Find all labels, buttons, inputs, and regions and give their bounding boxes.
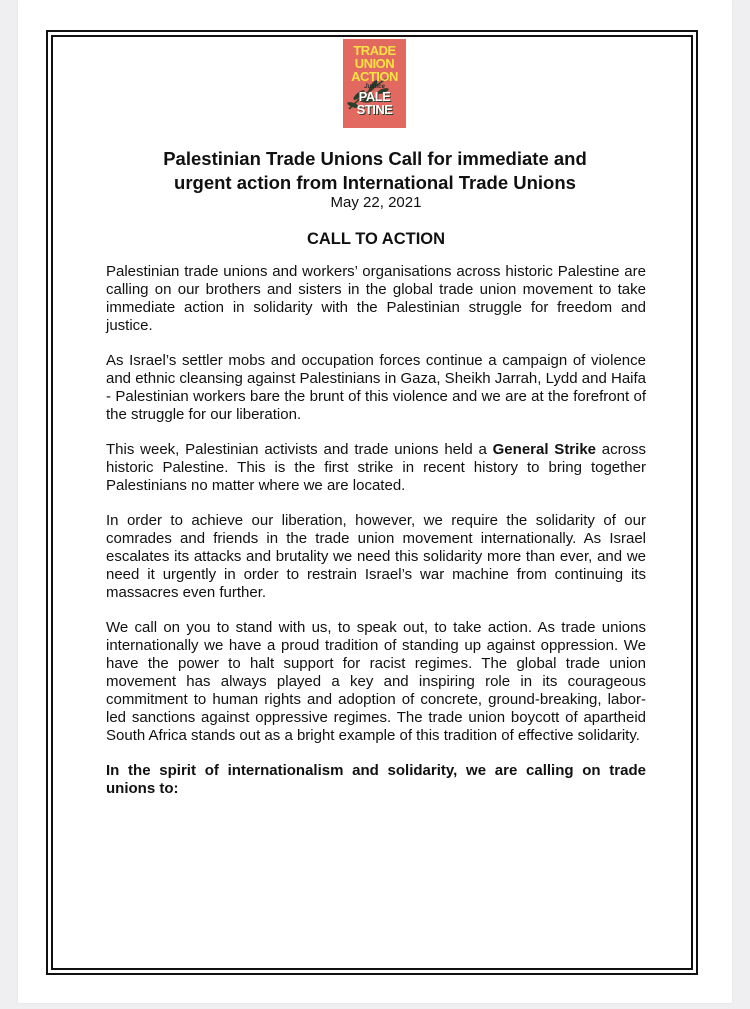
logo-text-action: ACTION	[351, 69, 398, 84]
general-strike-emphasis: General Strike	[492, 441, 596, 458]
paragraph-5: We call on you to stand with us, to speak out, to take action. As trade unions internationally we have a proud tradition of standing up against oppression. We have the power to halt support for racist regimes. The global trade union movement has always played a key and inspiring role in its courageous commitment to human rights and adoption of concrete, ground-breaking, labor-led sanctions against oppressive regimes. The trade union boycott of apartheid South Africa stands out as a bright example of this tradition of effective solidarity.	[106, 619, 646, 744]
logo-text-pale: PALE	[358, 89, 391, 104]
logo-text-trade: TRADE	[353, 43, 396, 58]
paragraph-2: As Israel’s settler mobs and occupation forces continue a campaign of violence and ethnic cleansing against Palestinians in Gaza, Sheikh Jarrah, Lydd and Haifa - Palestinian workers bare the brunt of this violence and we are at the forefront of the struggle for our liberation.	[106, 352, 646, 423]
paragraph-3-intro: This week, Palestinian activists and trade unions held a	[106, 441, 493, 458]
paragraph-1: Palestinian trade unions and workers’ organisations across historic Palestine are calling on our brothers and sisters in the global trade union movement to take immediate action in solidarity with the Palestinian struggle for freedom and justice.	[106, 263, 646, 334]
call-to-action-heading: CALL TO ACTION	[306, 230, 446, 248]
paragraph-3	[106, 441, 646, 495]
trade-union-action-logo	[343, 39, 406, 128]
document-date: May 22, 2021	[330, 194, 422, 211]
title-line-1: Palestinian Trade Unions Call for immediate and	[163, 148, 587, 169]
document-body	[106, 147, 646, 798]
title-line-2: urgent action from International Trade Unions	[174, 172, 576, 193]
paragraph-3-rest: across historic Palestine. This is the first strike in recent history to bring together Palestinians no matter where we are located.	[106, 441, 646, 494]
logo-text-justice: Justice	[364, 84, 385, 90]
paragraph-6: In the spirit of internationalism and solidarity, we are calling on trade unions to:	[106, 762, 646, 797]
logo-text-union: UNION	[354, 56, 395, 71]
paragraph-4: In order to achieve our liberation, however, we require the solidarity of our comrades and friends in the trade union movement internationally. As Israel escalates its attacks and brutality we need this solidarity more than ever, and we need it urgently in order to restrain Israel’s war machine from continuing its massacres even further.	[106, 512, 646, 601]
document-title	[100, 147, 650, 195]
logo-text-stine: STINE	[356, 102, 393, 117]
